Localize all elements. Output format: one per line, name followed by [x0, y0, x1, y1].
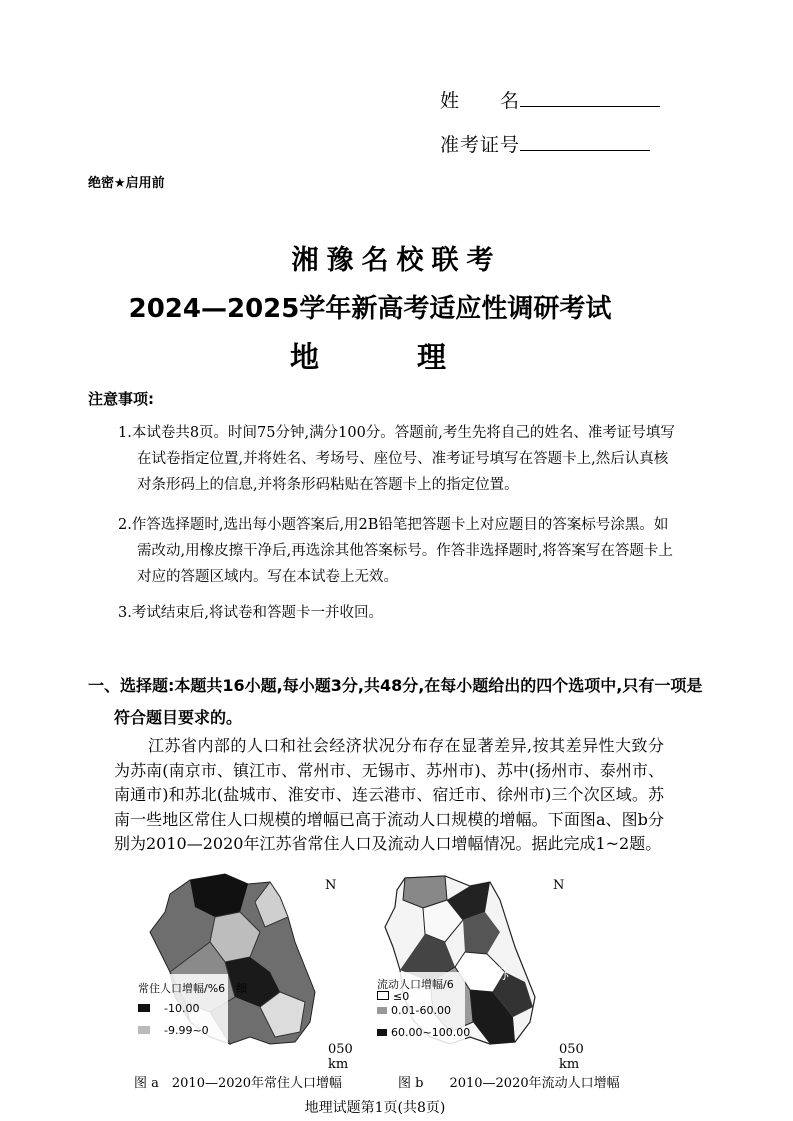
caption-b: 图 b 2010—2020年流动人口增幅 [398, 1076, 620, 1091]
subject-title: 地 理 [289, 340, 491, 374]
figure-a [130, 872, 353, 1072]
figure-b [375, 872, 585, 1072]
map-b-label: 苏 [495, 967, 509, 983]
scale-a: 050 km [328, 1042, 353, 1072]
exam-title: 湘豫名校联考 [291, 245, 502, 276]
notice-item-1 [118, 420, 678, 498]
scale-b: 050 km [559, 1042, 584, 1072]
legend-a-item: -9.99~0 [138, 1024, 209, 1037]
notice-item-text: 3.考试结束后,将试卷和答题卡一并收回。 [118, 605, 383, 621]
name-blank [520, 86, 660, 107]
secret-label: 绝密★启用前 [88, 176, 165, 191]
legend-a-title: 常住人口增幅/%6 细 [138, 982, 248, 995]
caption-a: 图 a 2010—2020年常住人口增幅 [134, 1076, 343, 1091]
name-label: 姓 名 [440, 90, 521, 112]
legend-b-title: 流动人口增幅/6 [377, 978, 454, 991]
notice-item-2 [118, 512, 678, 590]
legend-b-item: 0.01-60.00 [377, 1004, 451, 1017]
id-blank [520, 130, 650, 151]
exam-subtitle: 2024—2025学年新高考适应性调研考试 [128, 294, 612, 324]
section-heading: 一、选择题:本题共16小题,每小题3分,共48分,在每小题给出的四个选项中,只有一项是符合题目要求的。 [88, 676, 703, 727]
id-field [440, 130, 650, 157]
id-label: 准考证号 [440, 134, 521, 156]
map-b-image [375, 872, 585, 1052]
notice-item-text: 2.作答选择题时,选出每小题答案后,用2B铅笔把答题卡上对应题目的答案标号涂黑。如需改动,用橡皮擦干净后,再选涂其他答案标号。作答非选择题时,将答案写在答题卡上对应的答题区域内。写在本试卷上无效。 [118, 517, 673, 585]
notice-item-3 [118, 600, 678, 626]
name-field [440, 86, 660, 113]
passage: 江苏省内部的人口和社会经济状况分布存在显著差异,按其差异性大致分为苏南(南京市、镇江市、常州市、无锡市、苏州市)、苏中(扬州市、泰州市、南通市)和苏北(盐城市、淮安市、连云港市、宿迁市、徐州市)三个次区域。苏南一些地区常住人口规模的增幅已高于流动人口规模的增幅。下面图a、图b分别为2010—2020年江苏省常住人口及流动人口增幅情况。据此完成1~2题。 [114, 736, 664, 853]
notice-heading: 注意事项: [88, 390, 154, 408]
north-arrow-b: N [553, 878, 565, 893]
north-arrow-a: N [325, 878, 337, 893]
legend-b-item: 60.00~100.00 [377, 1026, 470, 1039]
notice-item-text: 1.本试卷共8页。时间75分钟,满分100分。答题前,考生先将自己的姓名、准考证号填写在试卷指定位置,并将姓名、考场号、座位号、准考证号填写在答题卡上,然后认真核对条形码上的信息,并将条形码粘贴在答题卡上的指定位置。 [118, 425, 675, 493]
legend-a-item: -10.00 [138, 1002, 199, 1015]
legend-b-item: ≤0 [377, 990, 409, 1003]
page-footer: 地理试题第1页(共8页) [304, 1100, 446, 1116]
